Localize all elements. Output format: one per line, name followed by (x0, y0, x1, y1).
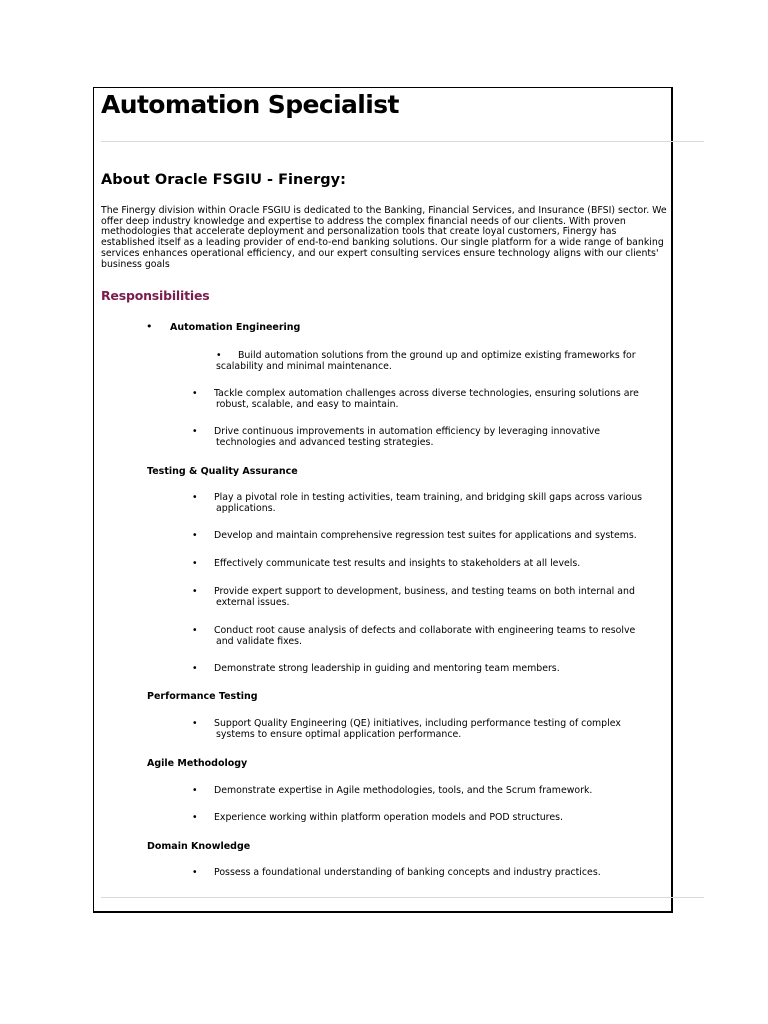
about-paragraph: The Finergy division within Oracle FSGIU is dedicated to the Banking, Financial Services, and Insurance (BFSI) sector. We offer deep industry knowledge and expertise to address the complex financial needs of our clients. With proven methodologies that accelerate deployment and personalization tools that create loyal customers, Finergy has established itself as a leading provider of end-to-end banking solutions. Our single platform for a wide range of banking services enhances operational efficiency, and our expert consulting services ensure technology aligns with our clients' business goals (101, 205, 667, 270)
responsibilities-heading: Responsibilities (101, 288, 210, 303)
section-bullet (146, 320, 153, 333)
list-item: • Provide expert support to development, business, and testing teams on both internal and external issues. (192, 586, 635, 608)
list-item: • Effectively communicate test results and insights to stakeholders at all levels. (192, 558, 581, 569)
bullet-glyph: • (192, 785, 198, 796)
footer-divider (101, 897, 704, 898)
list-item: • Demonstrate strong leadership in guiding and mentoring team members. (192, 663, 560, 674)
bullet-glyph: • (192, 530, 198, 541)
section-title-performance-testing: Performance Testing (147, 691, 258, 702)
bullet-glyph: • (192, 812, 198, 823)
list-item: • Possess a foundational understanding of banking concepts and industry practices. (192, 867, 601, 878)
bullet-glyph: • (192, 426, 198, 437)
about-heading: About Oracle FSGIU - Finergy: (101, 172, 346, 188)
job-title: Automation Specialist (101, 90, 399, 119)
list-item: • Drive continuous improvements in automation efficiency by leveraging innovative technologies and advanced testing strategies. (192, 426, 601, 448)
list-item: • Demonstrate expertise in Agile methodologies, tools, and the Scrum framework. (192, 785, 593, 796)
section-title-testing-quality-assurance: Testing & Quality Assurance (147, 466, 298, 477)
list-item: • Experience working within platform operation models and POD structures. (192, 812, 563, 823)
bullet-glyph: • (192, 625, 198, 636)
section-title-automation-engineering: Automation Engineering (170, 322, 301, 333)
bullet-glyph: • (192, 718, 198, 729)
list-item: • Play a pivotal role in testing activities, team training, and bridging skill gaps across various applications. (192, 492, 643, 514)
section-title-domain-knowledge: Domain Knowledge (147, 841, 251, 852)
title-divider (101, 141, 704, 142)
bullet-glyph: • (216, 350, 222, 361)
bullet-glyph: • (192, 663, 198, 674)
bullet-glyph: • (192, 388, 198, 399)
list-item: • Tackle complex automation challenges across diverse technologies, ensuring solutions are robust, scalable, and easy to maintain. (192, 388, 639, 410)
bullet-glyph: • (192, 586, 198, 597)
bullet-glyph: • (192, 558, 198, 569)
list-item: • Develop and maintain comprehensive regression test suites for applications and systems. (192, 530, 637, 541)
section-title-agile-methodology: Agile Methodology (147, 758, 248, 769)
list-item: • Build automation solutions from the ground up and optimize existing frameworks for scalability and minimal maintenance. (216, 350, 636, 372)
bullet-glyph: • (192, 492, 198, 503)
list-item: • Conduct root cause analysis of defects and collaborate with engineering teams to resolve and validate fixes. (192, 625, 636, 647)
bullet-glyph: • (146, 320, 153, 333)
list-item: • Support Quality Engineering (QE) initiatives, including performance testing of complex systems to ensure optimal application performance. (192, 718, 621, 740)
bullet-glyph: • (192, 867, 198, 878)
